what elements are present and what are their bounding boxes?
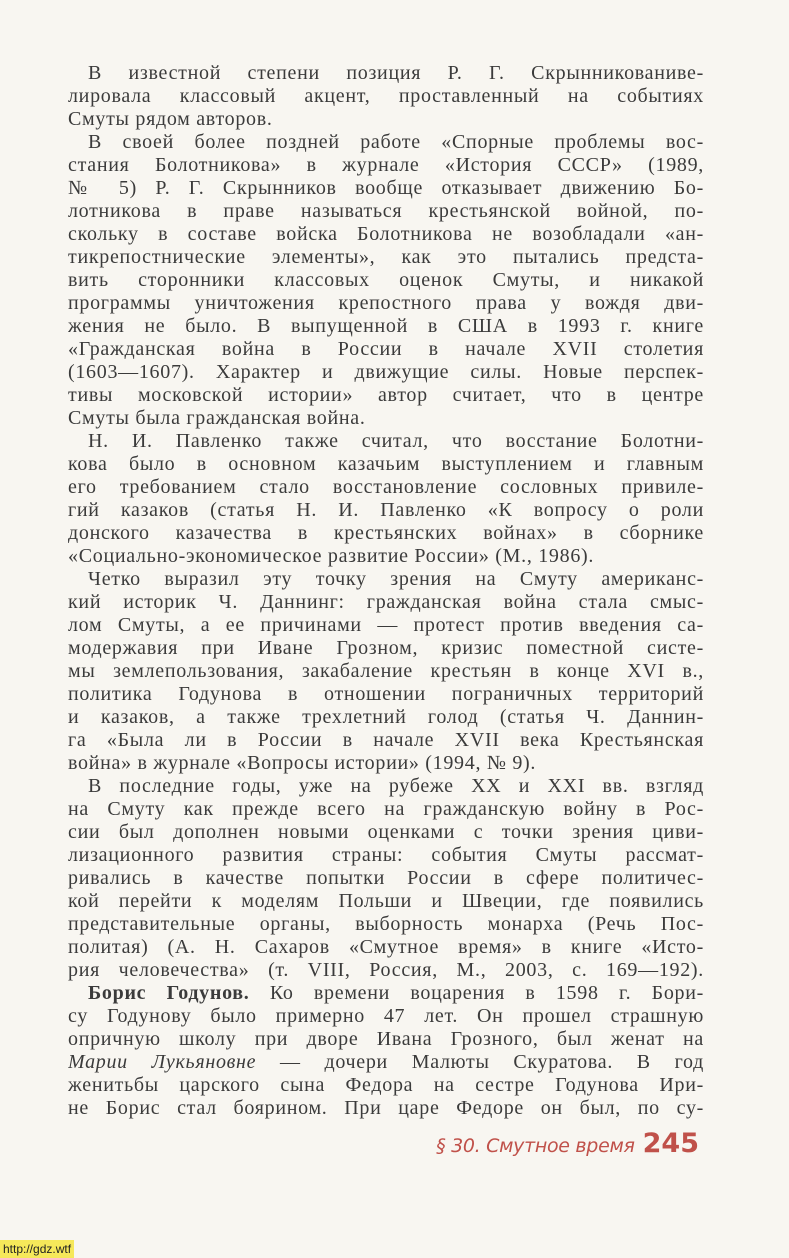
page-body-text — [68, 62, 704, 1120]
text-line: Смуты была гражданская война. — [68, 407, 366, 429]
text-line: тикрепостнические элементы», как это пытались предста- — [68, 246, 704, 268]
text-line: «Гражданская война в России в начале XVII столетия — [68, 338, 704, 360]
text-line: кова было в основном казачьим выступлением и главным — [68, 453, 704, 475]
text-line: жения не было. В выпущенной в США в 1993 г. книге — [68, 315, 704, 337]
section-heading-boris-godunov: Борис Годунов. — [88, 982, 250, 1004]
text-line: В своей более поздней работе «Спорные проблемы вос- — [88, 131, 704, 153]
text-line: «Социально-экономическое развитие России» (М., 1986). — [68, 545, 595, 567]
watermark-link[interactable]: http://gdz.wtf — [0, 1240, 74, 1258]
text-line: рия человечества» (т. VIII, Россия, М., 2003, с. 169—192). — [68, 959, 704, 981]
text-line: (1603—1607). Характер и движущие силы. Новые перспек- — [68, 361, 704, 383]
text-line: гий казаков (статья Н. И. Павленко «К вопросу о роли — [68, 499, 704, 521]
text-line: скольку в составе войска Болотникова не возобладали «ан- — [68, 223, 704, 245]
text-line: ривались в качестве попытки России в сфере политичес- — [68, 867, 704, 889]
text-line: на Смуту как прежде всего на гражданскую войну в Рос- — [68, 798, 704, 820]
text-line: В известной степени позиция Р. Г. Скрынникованиве- — [88, 62, 704, 84]
text-line: тивы московской истории» автор считает, что в центре — [68, 384, 704, 406]
page-number: 245 — [642, 1128, 699, 1159]
text-line — [68, 982, 704, 1005]
text-line: В последние годы, уже на рубеже XX и XXI вв. взгляд — [88, 775, 704, 797]
text-line: не Борис стал боярином. При царе Федоре он был, по су- — [68, 1097, 704, 1119]
text-line: № 5) Р. Г. Скрынников вообще отказывает движению Бо- — [68, 177, 704, 199]
text-line: Смуты рядом авторов. — [68, 108, 273, 130]
section-title: § 30. Смутное время — [436, 1135, 635, 1157]
page-footer — [436, 1128, 699, 1160]
text-line: лизационного развития страны: события Смуты рассмат- — [68, 844, 704, 866]
text-line: вить сторонники классовых оценок Смуты, и никакой — [68, 269, 704, 291]
text-line: Четко выразил эту точку зрения на Смуту американс- — [88, 568, 704, 590]
text-line: мы землепользования, закабаление крестьян в конце XVI в., — [68, 660, 704, 682]
text-fragment: — дочери Малюты Скуратова. В год — [256, 1051, 704, 1073]
text-line — [68, 1051, 704, 1074]
text-line: политика Годунова в отношении пограничных территорий — [68, 683, 704, 705]
text-line: кой перейти к моделям Польши и Швеции, где появились — [68, 890, 704, 912]
text-line: кий историк Ч. Даннинг: гражданская война стала смыс- — [68, 591, 704, 613]
text-line: лировала классовый акцент, проставленный на событиях — [68, 85, 704, 107]
text-line: война» в журнале «Вопросы истории» (1994, № 9). — [68, 752, 537, 774]
text-line: политая) (А. Н. Сахаров «Смутное время» в книге «Исто- — [68, 936, 704, 958]
text-line: донского казачества в крестьянских войнах» в сборнике — [68, 522, 704, 544]
text-line: опричную школу при дворе Ивана Грозного, был женат на — [68, 1028, 704, 1050]
text-line: стания Болотникова» в журнале «История СССР» (1989, — [68, 154, 704, 176]
text-line: программы уничтожения крепостного права у вождя дви- — [68, 292, 704, 314]
text-line: Н. И. Павленко также считал, что восстание Болотни- — [88, 430, 704, 452]
text-line: представительные органы, выборность монарха (Речь Пос- — [68, 913, 704, 935]
paragraphs — [68, 62, 704, 982]
text-fragment: Ко времени воцарения в 1598 г. Бори- — [249, 982, 704, 1004]
text-line: су Годунову было примерно 47 лет. Он прошел страшную — [68, 1005, 704, 1027]
text-line: га «Была ли в России в начале XVII века Крестьянская — [68, 729, 704, 751]
text-line: лом Смуты, а ее причинами — протест против введения са- — [68, 614, 704, 636]
text-line: его требованием стало восстановление сословных привиле- — [68, 476, 704, 498]
text-line: модержавия при Иване Грозном, кризис поместной систе- — [68, 637, 704, 659]
text-line: и казаков, а также трехлетний голод (статья Ч. Даннин- — [68, 706, 704, 728]
italic-name: Марии Лукьяновне — [68, 1051, 257, 1073]
text-line: женитьбы царского сына Федора на сестре Годунова Ири- — [68, 1074, 704, 1096]
text-line: лотникова в праве называться крестьянской войной, по- — [68, 200, 704, 222]
text-line: сии был дополнен новыми оценками с точки зрения циви- — [68, 821, 704, 843]
